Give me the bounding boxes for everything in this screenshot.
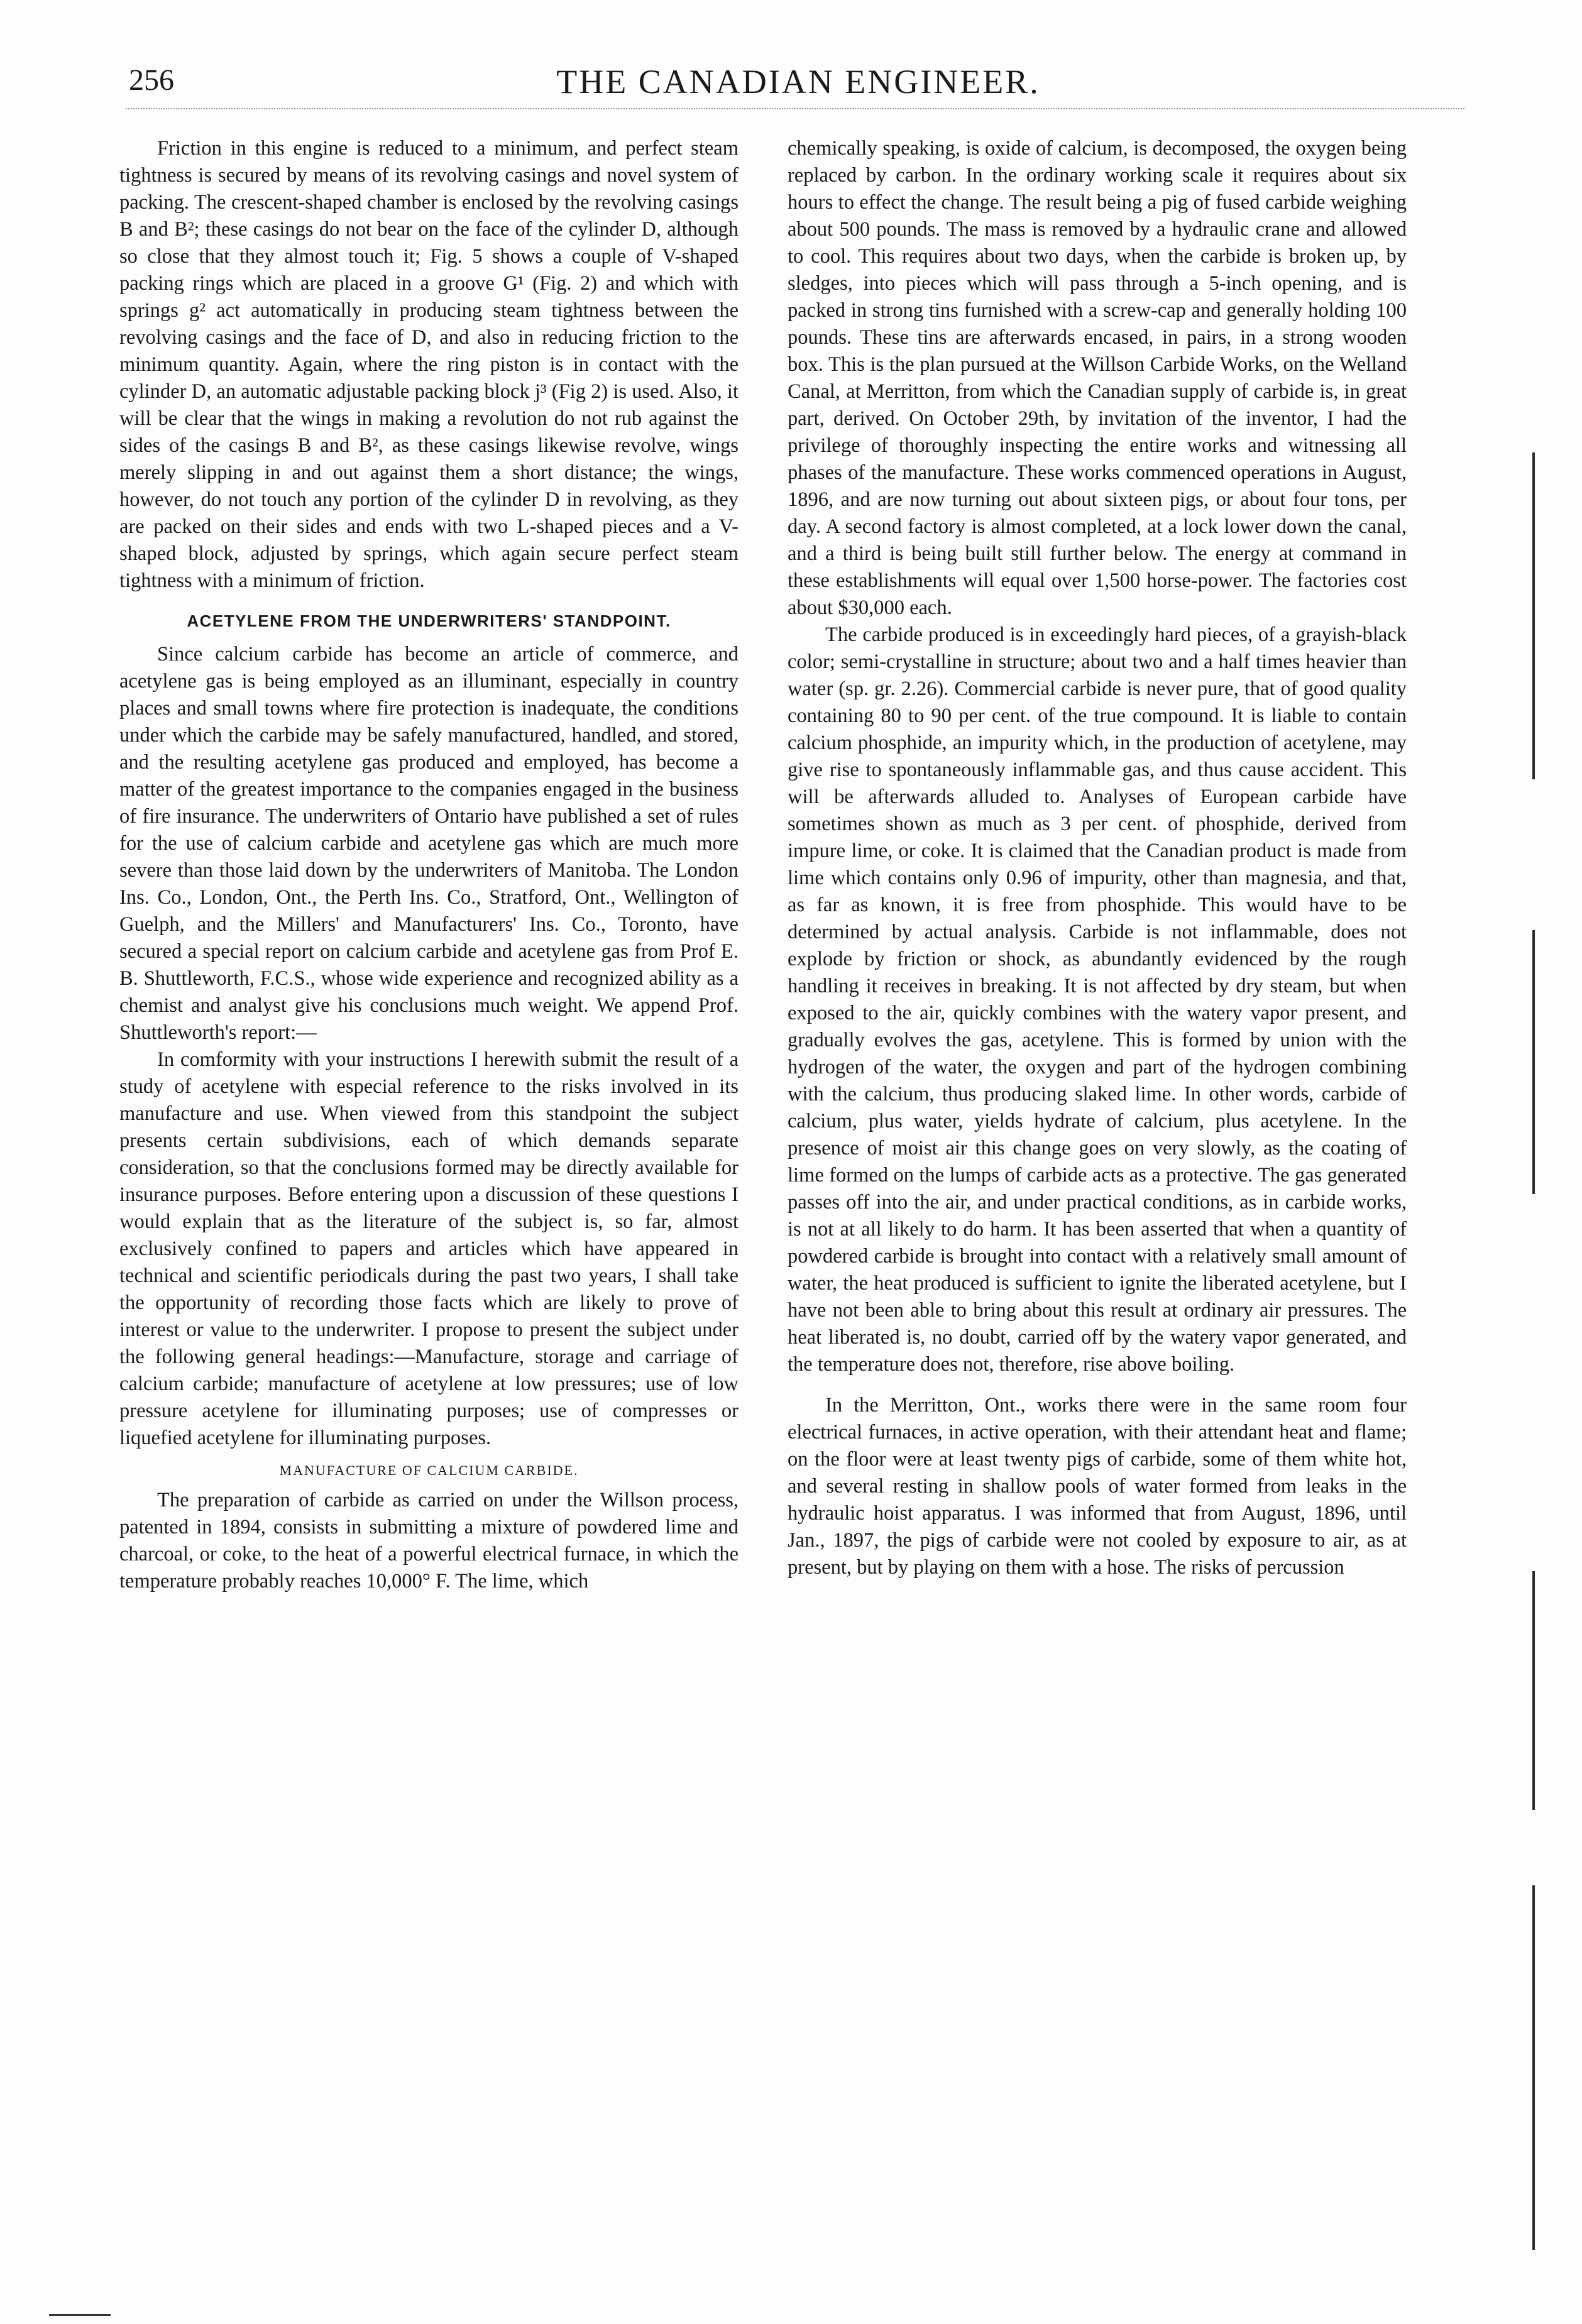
paragraph-intro: Since calcium carbide has become an article of commerce, and acetylene gas is being employed as an illuminant, especially in country places and small towns where fire protection is inadequate, the conditions under which the carbide may be safely manufactured, handled, and stored, and the resulting acetylene gas produced and employed, has become a matter of the greatest importance to the companies engaged in the business of fire insurance. The underwriters of Ontario have published a set of rules for the use of calcium carbide and acetylene gas which are much more severe than those laid down by the underwriters of Manitoba. The London Ins. Co., London, Ont., the Perth Ins. Co., Stratford, Ont., Wellington of Guelph, and the Millers' and Manufacturers' Ins. Co., Toronto, have secured a special report on calcium carbide and acetylene gas from Prof E. B. Shuttleworth, F.C.S., whose wide experience and recognized ability as a chemist and analyst give his conclusions much weight. We append Prof. Shuttleworth's report:— <box>119 643 739 1044</box>
margin-mark <box>1532 1571 1535 1810</box>
paragraph-friction: Friction in this engine is reduced to a minimum, and perfect steam tightness is secured by means of its revolving casings and novel system of packing. The crescent-shaped chamber is enclosed by the revolving casings B and B²; these casings do not bear on the face of the cylinder D, although so close that they almost touch it; Fig. 5 shows a couple of V-shaped packing rings which are placed in a groove G¹ (Fig. 2) and which with springs g² act automatically in producing steam tightness between the revolving casings and the face of D, and also in reducing friction to the minimum quantity. Again, where the ring piston is in contact with the cylinder D, an automatic adjustable packing block j³ (Fig 2) is used. Also, it will be clear that the wings in making a revolution do not rub against the sides of the casings B and B², as these casings likewise revolve, wings merely slipping in and out against them a short distance; the wings, however, do not touch any portion of the cylinder D in revolving, as they are packed on their sides and ends with two L-shaped pieces and a V-shaped block, adjusted by springs, which again secure perfect steam tightness with a minimum of friction. <box>119 137 739 592</box>
margin-mark <box>1532 930 1535 1194</box>
paragraph-process: The preparation of carbide as carried on under the Willson process, patented in 1894, consists in submitting a mixture of powdered lime and charcoal, or coke, to the heat of a powerful electrical furnace, in which the temperature probably reaches 10,000° F. The lime, which <box>119 1489 739 1592</box>
section-heading: ACETYLENE FROM THE UNDERWRITERS' STANDPOINT. <box>187 611 671 630</box>
header-rule <box>126 108 1464 109</box>
journal-title: THE CANADIAN ENGINEER. <box>556 63 1040 101</box>
paragraph-merritton: In the Merritton, Ont., works there were in the same room four electrical furnaces, in active operation, with their attendant heat and flame; on the floor were at least twenty pigs of carbide, some of them white hot, and several resting in shallow pools of water formed from leaks in the hydraulic hoist apparatus. I was informed that from August, 1896, until Jan., 1897, the pigs of carbide were not cooled by exposure to air, as at present, but by playing on them with a hose. The risks of percussion <box>788 1394 1407 1579</box>
page-number: 256 <box>129 63 174 97</box>
right-column <box>788 135 1407 1581</box>
paragraph-report: In comformity with your instructions I herewith submit the result of a study of acetylene with especial reference to the risks involved in its manufacture and use. When viewed from this standpoint the subject presents certain subdivisions, each of which demands separate consideration, so that the conclusions formed may be directly available for insurance purposes. Before entering upon a discussion of these questions I would explain that as the literature of the subject is, so far, almost exclusively confined to papers and articles which have appeared in technical and scientific periodicals during the past two years, I shall take the opportunity of recording those facts which are likely to prove of interest or value to the underwriter. I propose to present the subject under the following general headings:—Manufacture, storage and carriage of calcium carbide; manufacture of acetylene at low pressures; use of low pressure acetylene for illuminating purposes; use of compresses or liquefied acetylene for illuminating purposes. <box>119 1048 739 1449</box>
paragraph-continuation: chemically speaking, is oxide of calcium, is decomposed, the oxygen being replaced by carbon. In the ordinary working scale it requires about six hours to effect the change. The result being a pig of fused carbide weighing about 500 pounds. The mass is removed by a hydraulic crane and allowed to cool. This requires about two days, when the carbide is broken up, by sledges, into pieces which will pass through a 5-inch opening, and is packed in strong tins furnished with a screw-cap and generally holding 100 pounds. These tins are afterwards encased, in pairs, in a strong wooden box. This is the plan pursued at the Willson Carbide Works, on the Welland Canal, at Merritton, from which the Canadian supply of carbide is, in great part, derived. On October 29th, by invitation of the inventor, I had the privilege of thoroughly inspecting the entire works and witnessing all phases of the manufacture. These works commenced operations in August, 1896, and are now turning out about sixteen pigs, or about four tons, per day. A second factory is almost completed, at a lock lower down the canal, and a third is being built still further below. The energy at command in these establishments will equal over 1,500 horse-power. The factories cost about $30,000 each. <box>788 137 1407 619</box>
paragraph-properties: The carbide produced is in exceedingly hard pieces, of a grayish-black color; semi-crystalline in structure; about two and a half times heavier than water (sp. gr. 2.26). Commercial carbide is never pure, that of good quality containing 80 to 90 per cent. of the true compound. It is liable to contain calcium phosphide, an impurity which, in the production of acetylene, may give rise to spontaneously inflammable gas, and thus cause accident. This will be afterwards alluded to. Analyses of European carbide have sometimes shown as much as 3 per cent. of phosphide, derived from impure lime, or coke. It is claimed that the Canadian product is made from lime which contains only 0.96 of impurity, other than magnesia, and that, as far as known, it is free from phosphide. This would have to be determined by actual analysis. Carbide is not inflammable, does not explode by friction or shock, as abundantly evidenced by the rough handling it receives in breaking. It is not affected by dry steam, but when exposed to the air, quickly combines with the watery vapor present, and gradually evolves the gas, acetylene. This is formed by union with the hydrogen of the water, the oxygen and part of the hydrogen combining with the calcium, thus producing slaked lime. In other words, carbide of calcium, plus water, yields hydrate of calcium, plus acetylene. In the presence of moist air this change goes on very slowly, as the coating of lime formed on the lumps of carbide acts as a protective. The gas generated passes off into the air, and under practical conditions, as in carbide works, is not at all likely to do harm. It has been asserted that when a quantity of powdered carbide is brought into contact with a relatively small amount of water, the heat produced is sufficient to ignite the liberated acetylene, but I have not been able to bring about this result at ordinary air pressures. The heat liberated is, no doubt, carried off by the watery vapor generated, and the temperature does not, therefore, rise above boiling. <box>788 623 1407 1376</box>
margin-mark <box>1532 452 1535 779</box>
left-column <box>119 135 739 1595</box>
margin-mark <box>1532 1885 1535 2250</box>
subsection-heading: MANUFACTURE OF CALCIUM CARBIDE. <box>279 1462 579 1478</box>
footer-rule <box>49 2314 111 2316</box>
